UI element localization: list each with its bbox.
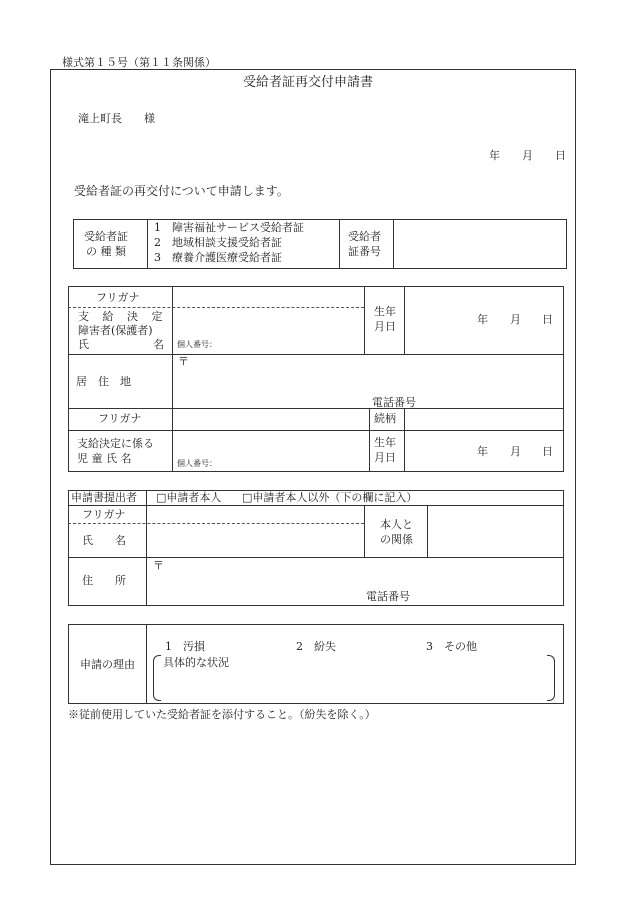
submitter-postal-mark: 〒 [153,559,164,572]
child-name-label-2: 児 童 氏 名 [77,452,132,465]
intro-text: 受給者証の再交付について申請します。 [74,184,289,198]
reason-details-field[interactable] [161,670,545,698]
applicant-name-label-3a: 氏 [78,338,89,351]
reason-option-other[interactable]: 3 その他 [426,640,477,653]
child-birth-day: 日 [542,445,553,458]
child-furigana-label: フリガナ [98,412,142,425]
submitter-name-label: 氏 名 [82,534,126,547]
applicant-name-label: 支 給 決 定 [78,310,168,323]
bracket-right-icon [547,655,555,701]
applicant-furigana-label: フリガナ [96,291,140,304]
child-furigana-field[interactable] [173,409,368,429]
applicant-birth-month: 月 [510,313,521,326]
applicant-name-label-2: 障害者(保護者) [78,324,153,337]
applicant-furigana-field[interactable] [173,287,363,306]
child-birth-label: 生年 [374,436,396,449]
certificate-type-label: 受給者証 [84,230,128,243]
certificate-number-label: 受給者 [348,230,381,243]
applicant-address-label: 居 住 地 [76,375,131,388]
applicant-name-label-3b: 名 [153,338,164,351]
submitter-phone-label: 電話番号 [366,590,410,603]
applicant-individual-number-label: 個人番号： [177,340,217,349]
submitter-name-field[interactable] [147,524,363,556]
date-year: 年 [489,149,500,162]
form-label: 様式第１５号（第１１条関係） [62,56,216,69]
applicant-birth-label: 生年 [374,305,396,318]
relation-label: 続柄 [374,412,396,425]
form-title: 受給者証再交付申請書 [243,75,374,90]
date-month: 月 [522,149,533,162]
reason-option-lost[interactable]: 2 紛失 [296,640,336,653]
reason-label: 申請の理由 [80,658,135,671]
bracket-left-icon [153,655,161,701]
submitter-furigana-label: フリガナ [82,508,126,521]
footnote: ※従前使用していた受給者証を添付すること。（紛失を除く。） [68,708,376,721]
certificate-option-2[interactable]: 2 地域相談支援受給者証 [154,236,282,249]
child-name-label: 支給決定に係る [77,437,154,450]
applicant-address-field[interactable] [173,355,563,407]
submitter-label: 申請書提出者 [71,491,137,504]
child-name-field[interactable] [173,431,368,471]
addressee: 滝上町長 様 [78,112,155,125]
submitter-relation-label-2: の関係 [380,533,413,546]
submitter-relation-label: 本人と [380,518,413,531]
reason-details-label: 具体的な状況 [163,656,229,669]
submitter-option-self[interactable]: □申請者本人 [156,491,222,504]
submitter-address-field[interactable] [147,558,563,605]
submitter-option-other[interactable]: □申請者本人以外（下の欄に記入） [242,491,418,504]
certificate-type-label-2: の 種 類 [86,245,126,258]
child-individual-number-label: 個人番号： [177,459,217,468]
submitter-address-label: 住 所 [82,574,126,587]
applicant-birth-day: 日 [542,313,553,326]
certificate-number-field[interactable] [394,220,566,268]
postal-mark: 〒 [178,355,189,368]
applicant-birth-year: 年 [477,313,488,326]
applicant-phone-label: 電話番号 [372,396,416,409]
child-birth-label-2: 月日 [374,451,396,464]
submitter-relation-field[interactable] [428,506,563,556]
child-birth-month: 月 [510,445,521,458]
applicant-birth-label-2: 月日 [374,320,396,333]
applicant-name-field[interactable] [173,308,363,353]
certificate-option-1[interactable]: 1 障害福祉サービス受給者証 [154,221,304,234]
submitter-furigana-field[interactable] [147,506,363,522]
certificate-number-label-2: 証番号 [348,245,381,258]
certificate-option-3[interactable]: 3 療養介護医療受給者証 [154,251,282,264]
child-birth-year: 年 [477,445,488,458]
relation-field[interactable] [405,409,563,429]
reason-option-soiled[interactable]: 1 汚損 [165,640,205,653]
date-day: 日 [555,149,566,162]
